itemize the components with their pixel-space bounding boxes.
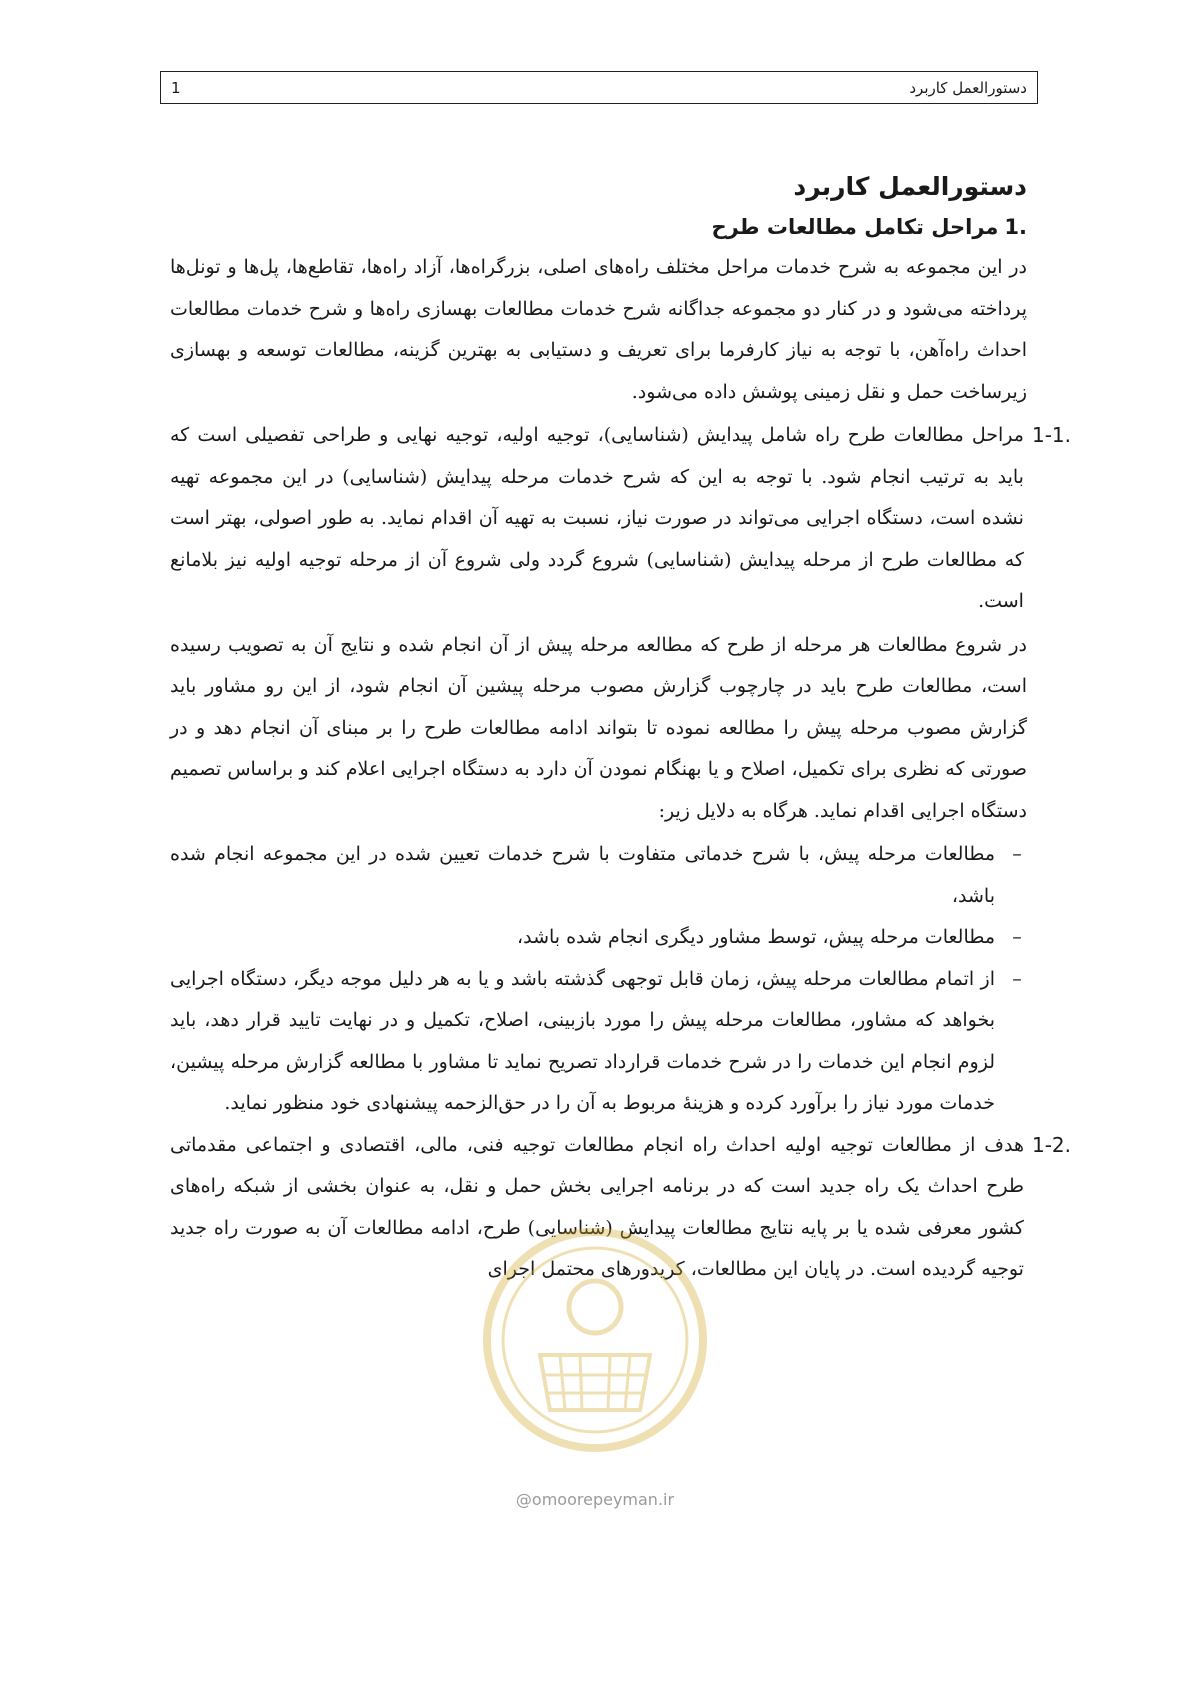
document-body [170,172,1071,1293]
intro-paragraph: در این مجموعه به شرح خدمات مراحل مختلف راه‌های اصلی، بزرگراه‌ها، آزاد راه‌ها، تقاطع‌ها، پل‌ها و تونل‌ها پرداخته می‌شود و در کنار دو مجموعه جداگانه شرح خدمات مطالعات بهسازی راه‌ها و شرح خدمات مطالعات احداث راه‌آهن، با توجه به نیاز کارفرما برای تعریف و دستیابی به بهترین گزینه، مطالعات توسعه و بهسازی زیرساخت حمل و نقل زمینی پوشش داده می‌شود. [170,256,1027,403]
header-title: دستورالعمل کاربرد [909,78,1027,97]
item-1-2 [170,1125,1071,1293]
dash-bullet: – [1012,843,1022,865]
dash-bullet: – [1012,926,1022,948]
list-item [170,959,1027,1125]
watermark-url: @omoorepeyman.ir [515,1490,675,1509]
section-title: مراحل تکامل مطالعات طرح [711,215,999,239]
list-item [170,834,1027,917]
document-title: دستورالعمل کاربرد [793,172,1027,201]
list-item-text: مطالعات مرحله پیش، با شرح خدماتی متفاوت با شرح خدمات تعیین شده در این مجموعه انجام شده باشد، [170,843,995,907]
item-1-1-number: 1-1. [1031,423,1071,447]
section-number: 1. [1004,215,1027,239]
list-item-text: مطالعات مرحله پیش، توسط مشاور دیگری انجام شده باشد، [516,926,995,948]
page-number: 1 [171,78,181,97]
section-heading [170,215,1027,239]
item-1-1-text: مراحل مطالعات طرح راه شامل پیدایش (شناسایی)، توجیه اولیه، توجیه نهایی و طراحی تفصیلی است که باید به ترتیب انجام شود. با توجه به این که شرح خدمات مرحله پیدایش (شناسایی) در این مجموعه تهیه نشده است، دستگاه اجرایی می‌تواند در صورت نیاز، نسبت به تهیه آن اقدام نماید. به طور اصولی، بهتر است که مطالعات طرح از مرحله پیدایش (شناسایی) شروع گردد ولی شروع آن از مرحله توجیه اولیه نیز بلامانع است. [170,424,1024,612]
item-1-2-number: 1-2. [1031,1132,1071,1157]
list-item [170,917,1027,959]
paragraph-2: در شروع مطالعات هر مرحله از طرح که مطالعه مرحله پیش از آن انجام شده و نتایج آن به تصویب رسیده است، مطالعات طرح باید در چارچوب گزارش مصوب مرحله پیشین آن انجام شود، از این رو مشاور باید گزارش مصوب مرحله پیش را مطالعه نموده تا بتواند ادامه مطالعات طرح را بر مبنای آن انجام دهد و در صورتی که نظری برای تکمیل، اصلاح و یا بهنگام نمودن آن دارد به دستگاه اجرایی اعلام کند و براساس تصمیم دستگاه اجرایی اقدام نماید. هرگاه به دلایل زیر: [170,633,1027,822]
dash-bullet: – [1012,967,1022,990]
item-1-2-text: هدف از مطالعات توجیه اولیه احداث راه انجام مطالعات توجیه فنی، مالی، اقتصادی و اجتماعی مقدماتی طرح احداث یک راه جدید است که در برنامه اجرایی بخش حمل و نقل، به عنوان بخشی از شبکه راه‌های کشور معرفی شده یا بر پایه نتایج مطالعات پیدایش (شناسایی) طرح، ادامه مطالعات آن به صورت راه جدید توجیه گردیده است. در پایان این مطالعات، کریدورهای محتمل اجرای [170,1133,1024,1280]
item-1-1 [170,415,1071,625]
page-header [160,71,1038,104]
reasons-list [170,834,1027,1125]
list-item-text: از اتمام مطالعات مرحله پیش، زمان قابل توجهی گذشته باشد و یا به هر دلیل موجه دیگر، دستگاه اجرایی بخواهد که مشاور، مطالعات مرحله پیش را مورد بازبینی، اصلاح، تکمیل و در نهایت تایید قرار دهد، باید لزوم انجام این خدمات را در شرح خدمات قرارداد تصریح نماید تا مشاور با مطالعه گزارش مرحله پیشین، خدمات مورد نیاز را برآورد کرده و هزینهٔ مربوط به آن را در حق‌الزحمه پیشنهادی خود منظور نماید. [170,967,996,1114]
